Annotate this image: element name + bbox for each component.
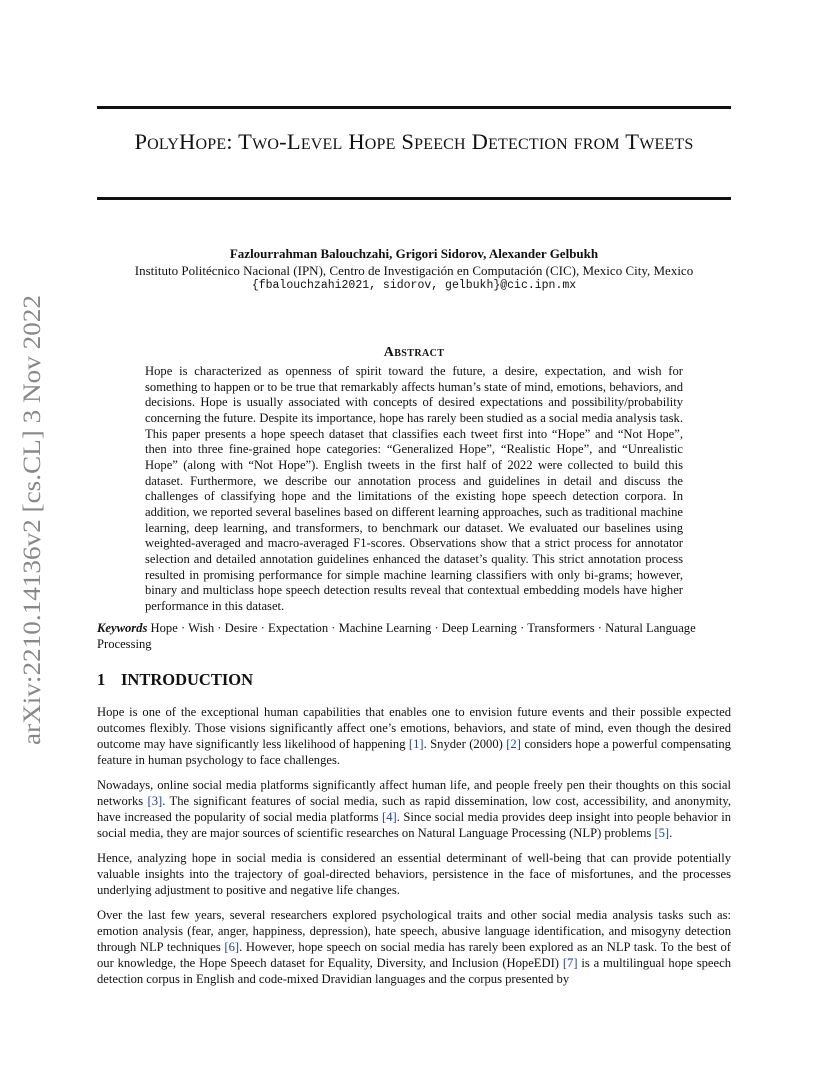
author-list: Fazlourrahman Balouchzahi, Grigori Sidorov, Alexander Gelbukh: [229, 246, 599, 261]
paper-title: PolyHope: Two-Level Hope Speech Detection from Tweets: [134, 129, 694, 154]
paragraph: Hence, analyzing hope in social media is considered an essential determinant of well-being that can provide potentially valuable insights into the trajectory of goal-directed behaviors, persistence in the face of misfortunes, and the processes underlying adjustment to positive and negative life changes.: [97, 850, 731, 897]
arxiv-identifier: [10, 290, 50, 760]
title-bottom-rule: [97, 197, 731, 200]
paragraph: Hope is one of the exceptional human capabilities that enables one to envision future events and their possible expected outcomes flexibly. Those visions significantly affect one’s emotions, behaviors, and state of mind, even though the desired outcome may have significantly less likelihood of happening [1]. Snyder (2000) [2] considers hope a powerful compensating feature in human psychology to face challenges.: [97, 705, 731, 768]
section-title: INTRODUCTION: [121, 670, 254, 689]
keywords: [97, 620, 731, 652]
affiliation: Instituto Politécnico Nacional (IPN), Centro de Investigación en Computación (CIC), Mexico City, Mexico: [134, 263, 694, 278]
section-heading: [97, 670, 253, 690]
citation-link[interactable]: [6]: [224, 939, 240, 954]
citation-link[interactable]: [3]: [147, 793, 163, 808]
introduction-body: [97, 704, 731, 996]
citation-link[interactable]: [4]: [382, 810, 397, 825]
citation-link[interactable]: [1]: [408, 737, 424, 752]
section-number: 1: [97, 670, 106, 689]
citation-link[interactable]: [2]: [506, 737, 521, 752]
citation-link[interactable]: [5]: [654, 826, 670, 841]
keywords-label: Keywords: [97, 621, 148, 635]
abstract-heading: Abstract: [383, 345, 445, 360]
title-top-rule: [97, 106, 731, 109]
abstract-text: Hope is characterized as openness of spirit toward the future, a desire, expectation, and wish for something to happen or to be true that remarkably affects human’s state of mind, emotions, behaviors, and decisions. Hope is usually associated with concepts of desired expectations and possibility/probability concerning the future. Despite its importance, hope has rarely been studied as a social media analysis task. This paper presents a hope speech dataset that classifies each tweet first into “Hope” and “Not Hope”, then into three fine-grained hope categories: “Generalized Hope”, “Realistic Hope”, and “Unrealistic Hope” (along with “Not Hope”). English tweets in the first half of 2022 were collected to build this dataset. Furthermore, we describe our annotation process and guidelines in detail and discuss the challenges of classifying hope and the limitations of the existing hope speech detection corpora. In addition, we reported several baselines based on different learning approaches, such as traditional machine learning, deep learning, and transformers, to benchmark our dataset. We evaluated our baselines using weighted-averaged and macro-averaged F1-scores. Observations show that a strict process for annotator selection and detailed annotation guidelines enhanced the dataset’s quality. This strict annotation process resulted in promising performance for simple machine learning classifiers with only bi-grams; however, binary and multiclass hope speech detection results reveal that contextual embedding models have higher performance in this dataset.: [145, 364, 683, 613]
paragraph: Nowadays, online social media platforms significantly affect human life, and people freely pen their thoughts on this social networks [3]. The significant features of social media, such as rapid dissemination, low cost, accessibility, and anonymity, have increased the popularity of social media platforms [4]. Since social media provides deep insight into people behavior in social media, they are major sources of scientific researches on Natural Language Processing (NLP) problems [5].: [97, 777, 731, 841]
paragraph: Over the last few years, several researchers explored psychological traits and other social media analysis tasks such as: emotion analysis (fear, anger, happiness, depression), hate speech, abusive language identification, and misogyny detection through NLP techniques [6]. However, hope speech on social media has rarely been explored as an NLP task. To the best of our knowledge, the Hope Speech dataset for Equality, Diversity, and Inclusion (HopeEDI) [7] is a multilingual hope speech detection corpus in English and code-mixed Dravidian languages and the corpus presented by: [97, 907, 732, 986]
keywords-text: Hope · Wish · Desire · Expectation · Machine Learning · Deep Learning · Transformers · Natural Language Processing: [97, 621, 696, 651]
author-emails: {fbalouchzahi2021, sidorov, gelbukh}@cic.ipn.mx: [251, 279, 577, 292]
citation-link[interactable]: [7]: [562, 955, 578, 970]
arxiv-identifier-text: arXiv:2210.14136v2 [cs.CL] 3 Nov 2022: [17, 322, 46, 745]
